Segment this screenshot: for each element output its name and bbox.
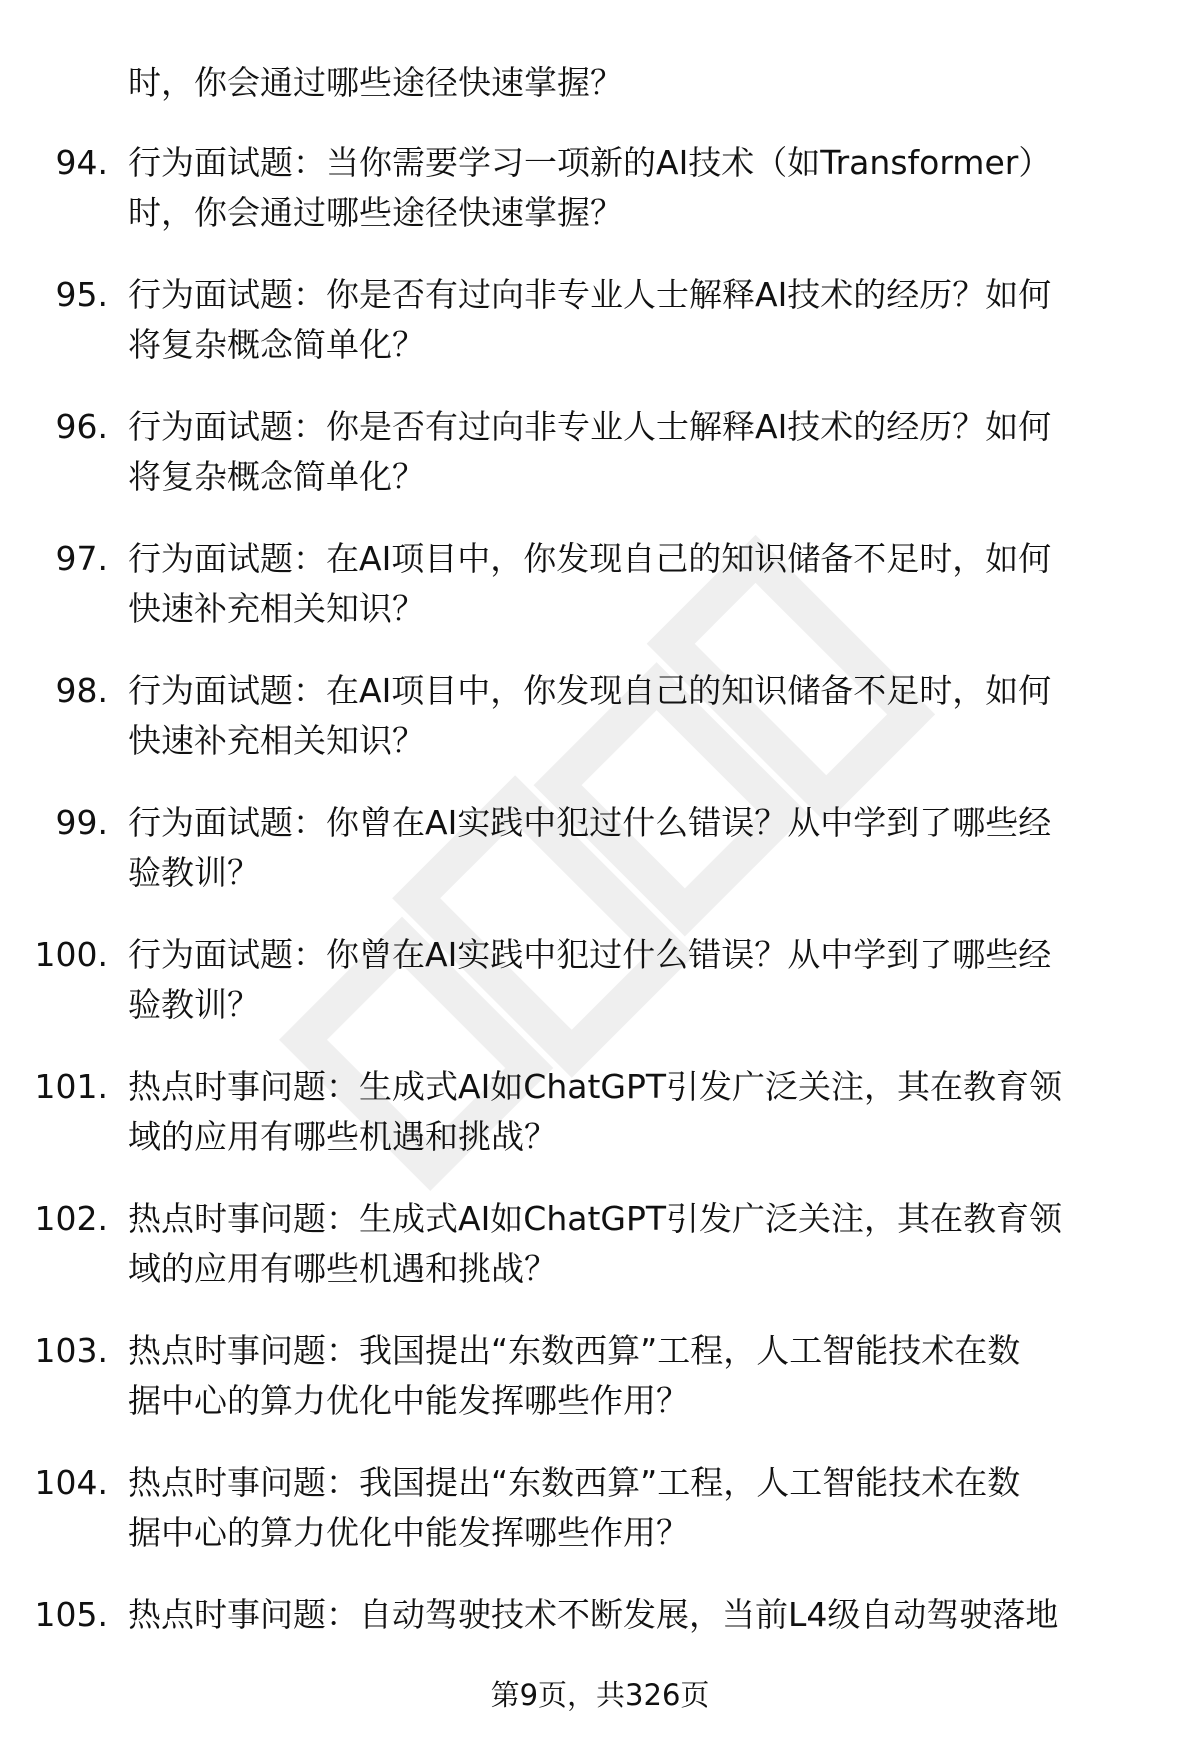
question-item (0, 666, 1200, 798)
question-number: 102. (34, 1199, 108, 1238)
question-item (0, 930, 1200, 1062)
page-footer: 第9页，共326页 (490, 1678, 710, 1712)
question-item (0, 138, 1200, 270)
question-text (128, 534, 1148, 634)
question-item (0, 1458, 1200, 1590)
question-text-line: 行为面试题：你是否有过向非专业人士解释AI技术的经历？如何 (128, 275, 1052, 314)
question-text-line: 验教训？ (128, 853, 260, 892)
question-text (128, 1062, 1148, 1162)
question-text-line: 行为面试题：你曾在AI实践中犯过什么错误？从中学到了哪些经 (128, 803, 1052, 842)
question-text-line: 快速补充相关知识？ (128, 589, 425, 628)
question-number: 104. (34, 1463, 108, 1502)
question-item (0, 270, 1200, 402)
question-text-line: 行为面试题：你曾在AI实践中犯过什么错误？从中学到了哪些经 (128, 935, 1052, 974)
question-number: 103. (34, 1331, 108, 1370)
question-text (128, 1194, 1148, 1294)
question-text-line: 行为面试题：在AI项目中，你发现自己的知识储备不足时，如何 (128, 671, 1052, 710)
question-text (128, 930, 1148, 1030)
question-text-line: 时，你会通过哪些途径快速掌握？ (128, 193, 623, 232)
question-text-line: 快速补充相关知识？ (128, 721, 425, 760)
question-text-line: 热点时事问题：自动驾驶技术不断发展，当前L4级自动驾驶落地 (128, 1595, 1059, 1634)
question-number: 101. (34, 1067, 108, 1106)
question-text (128, 138, 1148, 238)
question-text (128, 270, 1148, 370)
question-number: 105. (34, 1595, 108, 1634)
question-text (128, 1590, 1148, 1640)
question-number: 94. (55, 143, 108, 182)
question-text-line: 行为面试题：当你需要学习一项新的AI技术（如Transformer） (128, 143, 1052, 182)
question-text (128, 1458, 1148, 1558)
question-text (128, 798, 1148, 898)
question-text (128, 402, 1148, 502)
question-number: 99. (55, 803, 108, 842)
question-list (0, 138, 1200, 1722)
question-item (0, 402, 1200, 534)
continued-question-text: 时，你会通过哪些途径快速掌握？ (128, 63, 623, 102)
question-number: 95. (55, 275, 108, 314)
question-item (0, 798, 1200, 930)
question-item (0, 1194, 1200, 1326)
question-text-line: 行为面试题：你是否有过向非专业人士解释AI技术的经历？如何 (128, 407, 1052, 446)
question-text-line: 域的应用有哪些机遇和挑战？ (128, 1117, 557, 1156)
question-text-line: 将复杂概念简单化？ (128, 325, 425, 364)
question-text-line: 将复杂概念简单化？ (128, 457, 425, 496)
question-text-line: 据中心的算力优化中能发挥哪些作用？ (128, 1513, 689, 1552)
question-text-line: 热点时事问题：我国提出“东数西算”工程，人工智能技术在数 (128, 1331, 1021, 1370)
question-item (0, 1062, 1200, 1194)
question-number: 97. (55, 539, 108, 578)
question-text (128, 666, 1148, 766)
question-text-line: 热点时事问题：生成式AI如ChatGPT引发广泛关注，其在教育领 (128, 1199, 1063, 1238)
question-text-line: 域的应用有哪些机遇和挑战？ (128, 1249, 557, 1288)
question-number: 100. (34, 935, 108, 974)
question-number: 98. (55, 671, 108, 710)
question-text (128, 1326, 1148, 1426)
question-text-line: 验教训？ (128, 985, 260, 1024)
question-text-line: 热点时事问题：生成式AI如ChatGPT引发广泛关注，其在教育领 (128, 1067, 1063, 1106)
question-text-line: 热点时事问题：我国提出“东数西算”工程，人工智能技术在数 (128, 1463, 1021, 1502)
question-number: 96. (55, 407, 108, 446)
question-text-line: 据中心的算力优化中能发挥哪些作用？ (128, 1381, 689, 1420)
question-item (0, 1326, 1200, 1458)
question-text-line: 行为面试题：在AI项目中，你发现自己的知识储备不足时，如何 (128, 539, 1052, 578)
question-item (0, 534, 1200, 666)
